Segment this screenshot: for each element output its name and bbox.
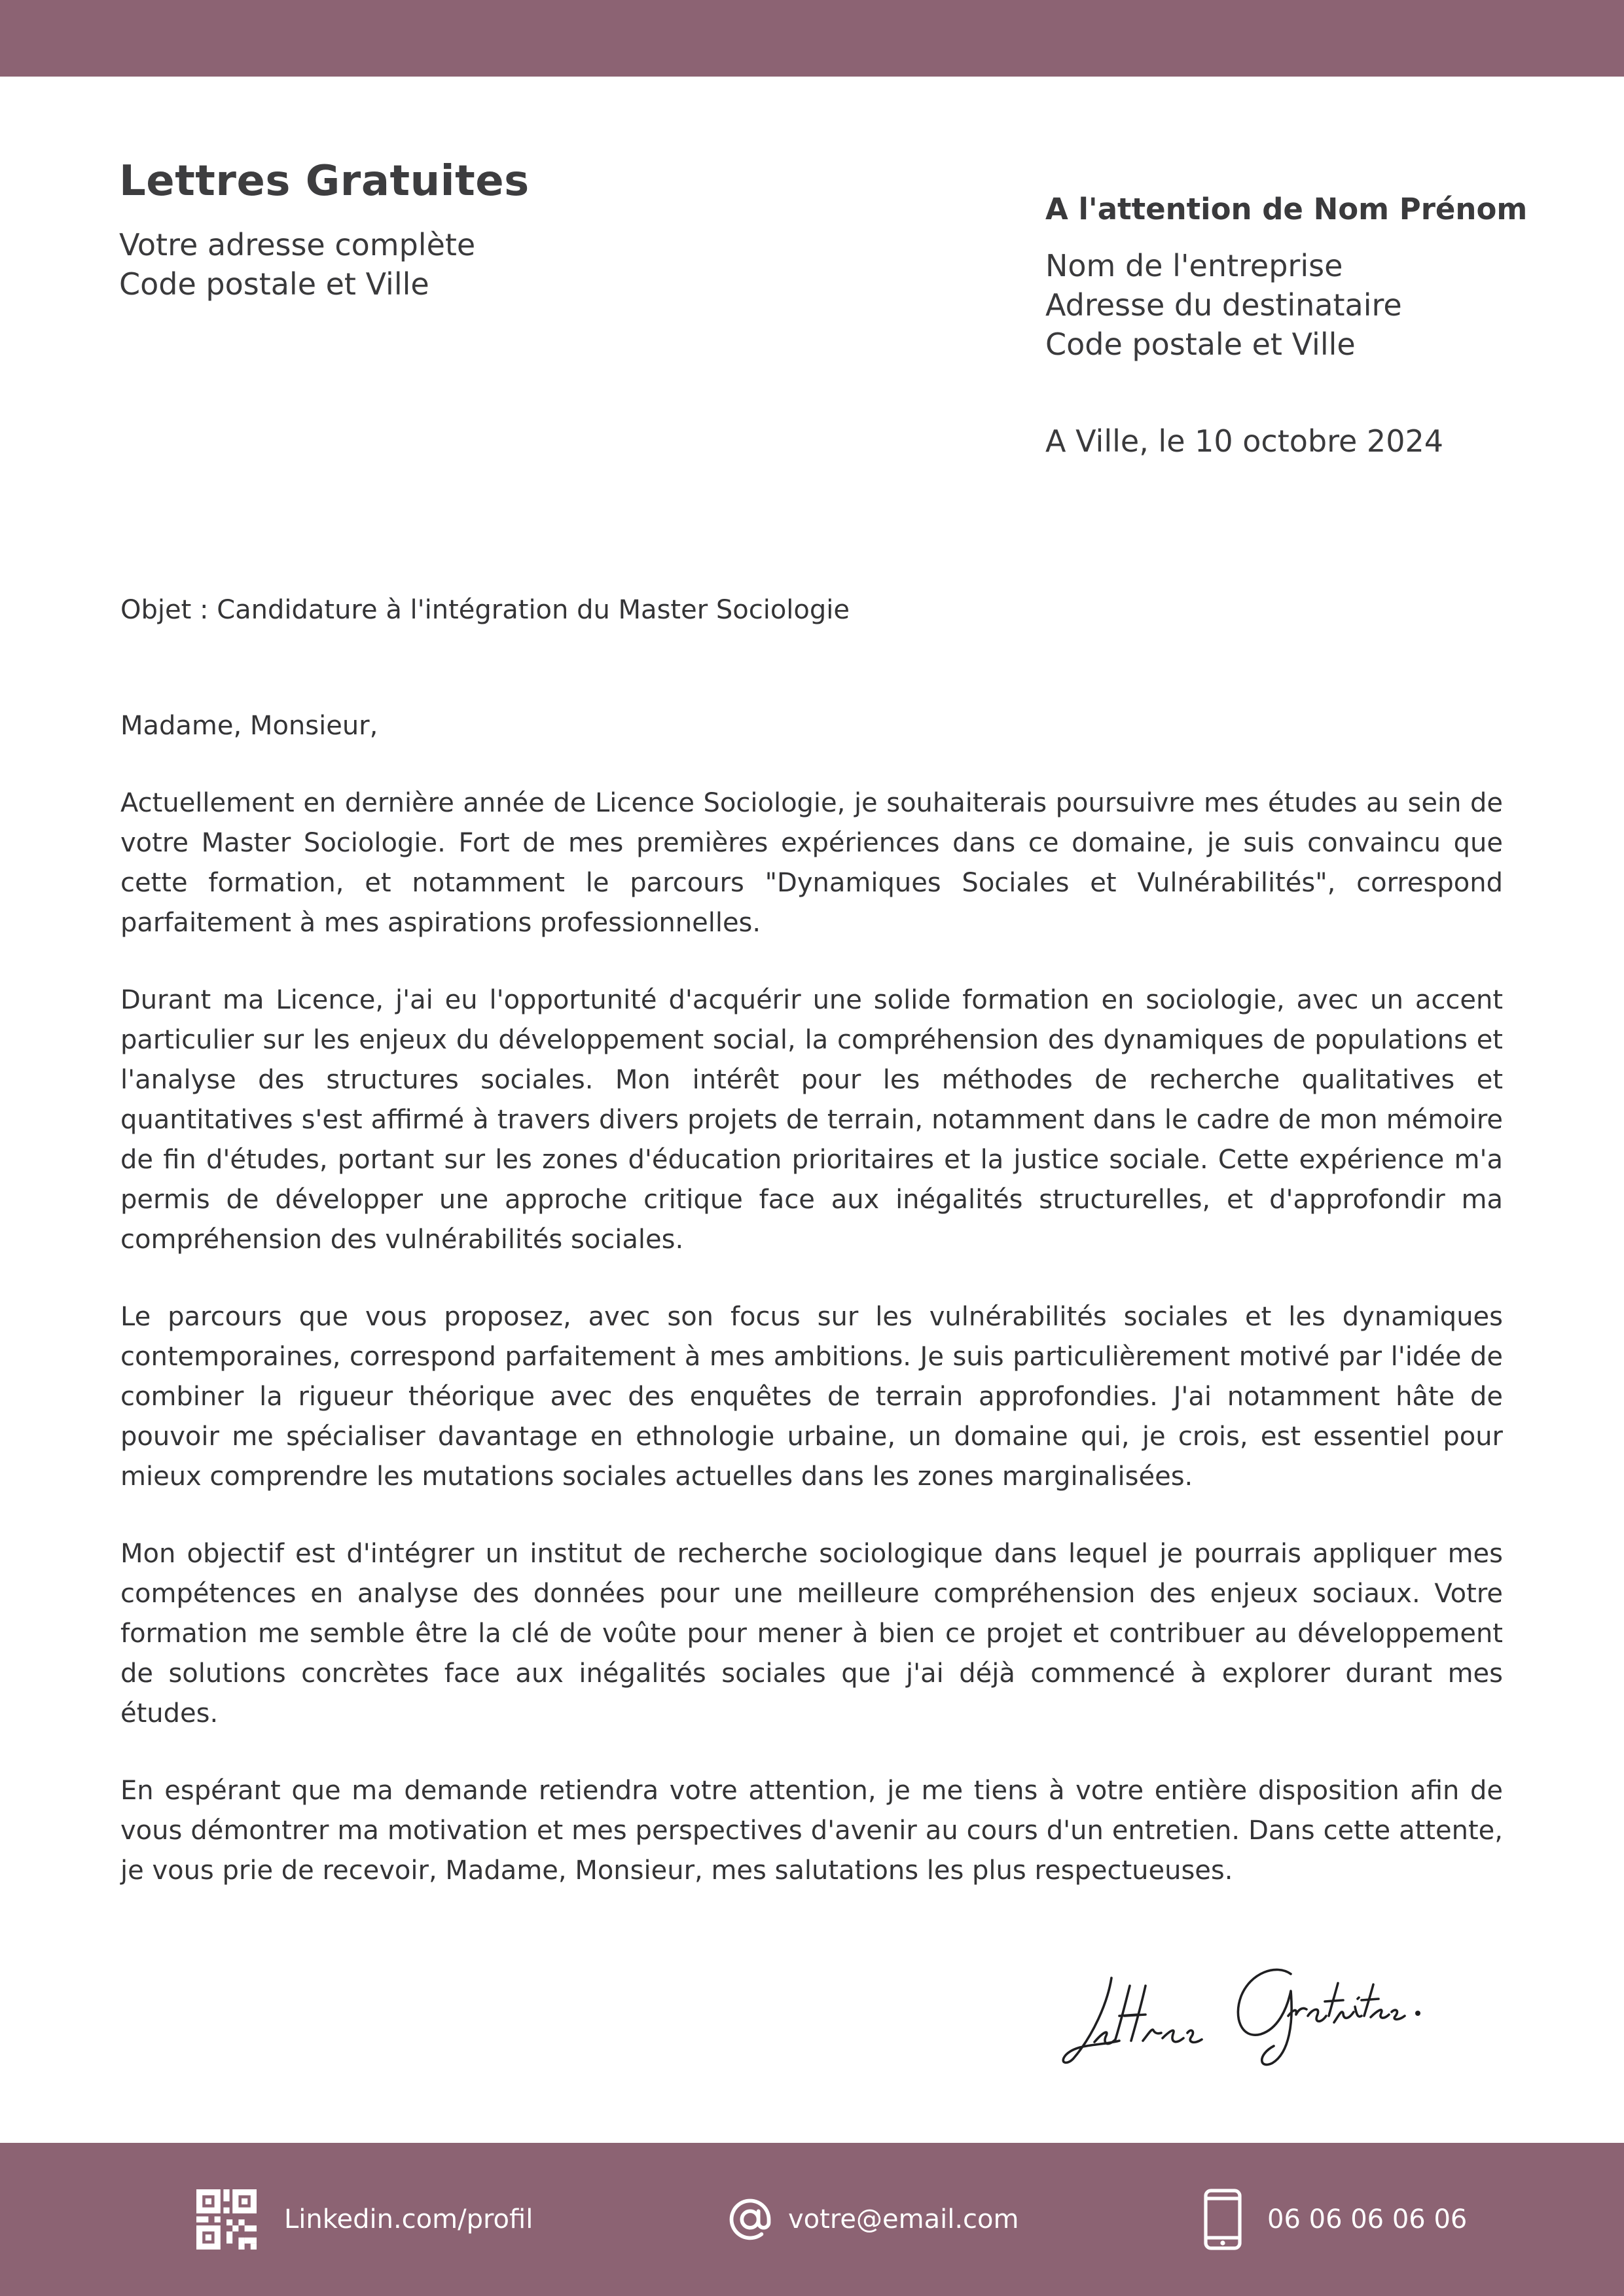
recipient-address: Adresse du destinataire bbox=[1045, 287, 1402, 323]
linkedin-link[interactable]: Linkedin.com/profil bbox=[284, 2204, 533, 2234]
recipient-block bbox=[1045, 188, 1569, 461]
signature bbox=[1047, 1918, 1440, 2075]
recipient-city: Code postale et Ville bbox=[1045, 327, 1356, 362]
email-link[interactable]: votre@email.com bbox=[788, 2204, 1019, 2234]
at-sign-icon bbox=[725, 2195, 775, 2244]
footer-linkedin[interactable] bbox=[196, 2143, 533, 2296]
mobile-phone-icon bbox=[1203, 2188, 1242, 2251]
letter-salutation: Madame, Monsieur, bbox=[120, 711, 378, 741]
footer-phone[interactable] bbox=[1203, 2143, 1467, 2296]
body-paragraph: En espérant que ma demande retiendra votre attention, je me tiens à votre entière disposition afin de vous démontrer ma motivation et mes perspectives d'avenir au cours d'un entretien. Dans cette attente, je vous prie de recevoir, Madame, Monsieur, mes salutations les plus respectueuses. bbox=[120, 1776, 1503, 1886]
recipient-attention: A l'attention de Nom Prénom bbox=[1045, 192, 1528, 226]
letter-date: A Ville, le 10 octobre 2024 bbox=[1045, 423, 1443, 459]
phone-number[interactable]: 06 06 06 06 06 bbox=[1267, 2204, 1468, 2234]
body-paragraph: Mon objectif est d'intégrer un institut de recherche sociologique dans lequel je pourrais appliquer mes compétences en analyse des données pour une meilleure compréhension des enjeux sociaux. Votre formation me semble être la clé de voûte pour mener à bien ce projet et contribuer au développement de solutions concrètes face aux inégalités sociales que j'ai déjà commencé à explorer durant mes études. bbox=[120, 1539, 1503, 1729]
sender-name: Lettres Gratuites bbox=[119, 157, 530, 206]
body-paragraph: Actuellement en dernière année de Licence Sociologie, je souhaiterais poursuivre mes études au sein de votre Master Sociologie. Fort de mes premières expériences dans ce domaine, je suis convaincu que cette formation, et notamment le parcours "Dynamiques Sociales et Vulnérabilités", correspond parfaitement à mes aspirations professionnelles. bbox=[120, 788, 1503, 938]
body-paragraph: Le parcours que vous proposez, avec son focus sur les vulnérabilités sociales et les dynamiques contemporaines, correspond parfaitement à mes ambitions. Je suis particulièrement motivé par l'idée de combiner la rigueur théorique avec des enquêtes de terrain approfondies. J'ai notamment hâte de pouvoir me spécialiser davantage en ethnologie urbaine, un domaine qui, je crois, est essentiel pour mieux comprendre les mutations sociales actuelles dans les zones marginalisées. bbox=[120, 1302, 1503, 1492]
qr-code-icon bbox=[196, 2189, 257, 2250]
letter-body bbox=[120, 590, 1503, 1928]
recipient-company: Nom de l'entreprise bbox=[1045, 248, 1343, 283]
body-paragraph: Durant ma Licence, j'ai eu l'opportunité d'acquérir une solide formation en sociologie, avec un accent particulier sur les enjeux du développement social, la compréhension des dynamiques de populations et l'analyse des structures sociales. Mon intérêt pour les méthodes de recherche qualitatives et quantitatives s'est affirmé à travers divers projets de terrain, notamment dans le cadre de mon mémoire de fin d'études, portant sur les zones d'éducation prioritaires et la justice sociale. Cette expérience m'a permis de développer une approche critique face aux inégalités structurelles, et d'approfondir ma compréhension des vulnérabilités sociales. bbox=[120, 985, 1503, 1255]
sender-block bbox=[119, 152, 708, 304]
letter-subject: Objet : Candidature à l'intégration du Master Sociologie bbox=[120, 595, 850, 625]
footer-band bbox=[0, 2143, 1624, 2296]
header-band bbox=[0, 0, 1624, 77]
sender-city: Code postale et Ville bbox=[119, 266, 429, 302]
sender-address: Votre adresse complète bbox=[119, 227, 476, 262]
footer-email[interactable] bbox=[725, 2143, 1019, 2296]
